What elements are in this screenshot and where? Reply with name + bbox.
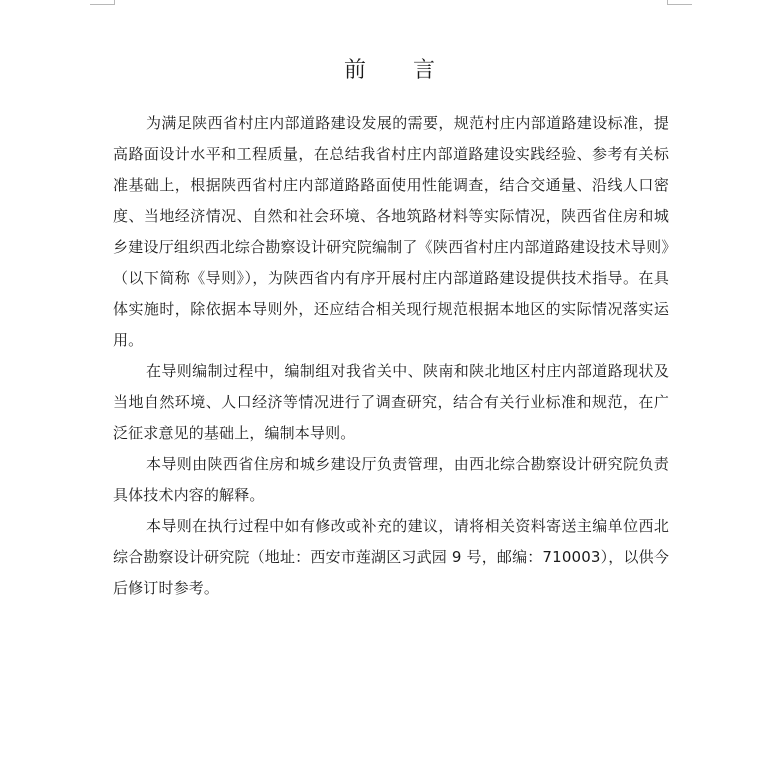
body-text: [113, 108, 669, 604]
paragraph-purpose: 为满足陕西省村庄内部道路建设发展的需要，规范村庄内部道路建设标准，提高路面设计水平和工程质量，在总结我省村庄内部道路建设实践经验、参考有关标准基础上，根据陕西省村庄内部道路路面使用性能调查，结合交通量、沿线人口密度、当地经济情况、自然和社会环境、各地筑路材料等实际情况，陕西省住房和城乡建设厅组织西北综合勘察设计研究院编制了《陕西省村庄内部道路建设技术导则》（以下简称《导则》），为陕西省内有序开展村庄内部道路建设提供技术指导。在具体实施时，除依据本导则外，还应结合相关现行规范根据本地区的实际情况落实运用。: [113, 114, 669, 349]
paragraph-feedback: 本导则在执行过程中如有修改或补充的建议，请将相关资料寄送主编单位西北综合勘察设计研究院（地址：西安市莲湖区习武园 9 号，邮编：710003），以供今后修订时参考。: [113, 517, 669, 597]
paragraph-process: 在导则编制过程中，编制组对我省关中、陕南和陕北地区村庄内部道路现状及当地自然环境、人口经济等情况进行了调查研究，结合有关行业标准和规范，在广泛征求意见的基础上，编制本导则。: [113, 362, 669, 442]
crop-mark-left: [90, 0, 115, 5]
paragraph-management: 本导则由陕西省住房和城乡建设厅负责管理，由西北综合勘察设计研究院负责具体技术内容的解释。: [113, 455, 669, 504]
crop-mark-right: [667, 0, 692, 5]
page-title: 前 言: [344, 57, 455, 83]
